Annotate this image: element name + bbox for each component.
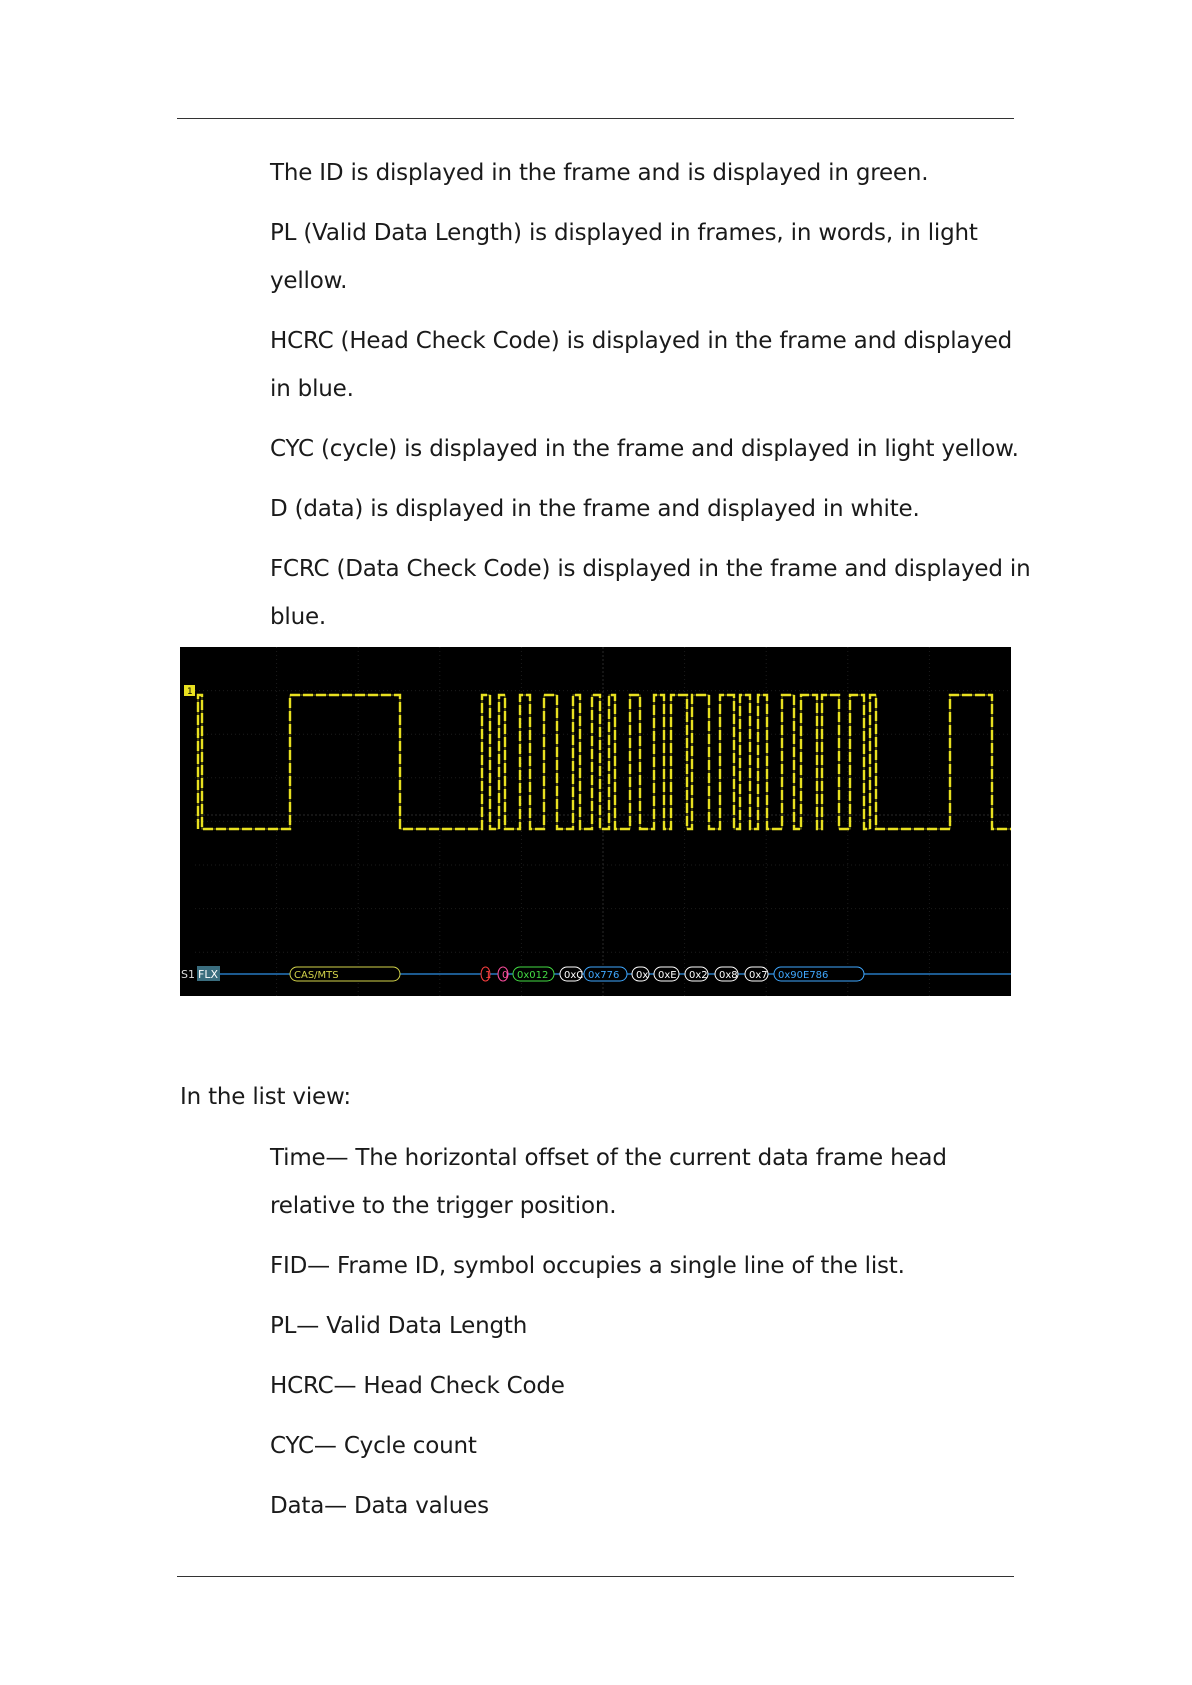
desc-cyc: CYC (cycle) is displayed in the frame and displayed in light yellow.: [270, 436, 1019, 462]
decode-segment-label: 1: [485, 970, 492, 981]
desc-hcrc-line2: in blue.: [270, 376, 354, 402]
list-view-heading: In the list view:: [180, 1084, 351, 1110]
protocol-label: FLX: [198, 968, 218, 981]
decode-segment-label: 0xE: [658, 970, 677, 981]
desc-fcrc-line2: blue.: [270, 604, 327, 630]
decode-segment-label: 0x7: [749, 970, 768, 981]
desc-pl-line1: PL (Valid Data Length) is displayed in frames, in words, in light: [270, 220, 978, 246]
decode-segment-label: 0xC: [564, 970, 584, 981]
list-time-line2: relative to the trigger position.: [270, 1193, 617, 1219]
svg-text:1: 1: [187, 687, 193, 697]
list-fid: FID— Frame ID, symbol occupies a single line of the list.: [270, 1253, 905, 1279]
list-cyc: CYC— Cycle count: [270, 1433, 477, 1459]
decode-row: [290, 967, 864, 981]
list-time-line1: Time— The horizontal offset of the current data frame head: [270, 1145, 947, 1171]
channel-marker: [184, 685, 195, 697]
decode-segment-label: 0x90E786: [778, 970, 829, 981]
decode-segment-label: 0: [502, 970, 509, 981]
oscilloscope-screenshot: [180, 647, 1011, 996]
decode-segment-label: 0x776: [588, 970, 620, 981]
decode-segment-label: CAS/MTS: [294, 970, 339, 981]
desc-id: The ID is displayed in the frame and is displayed in green.: [270, 160, 929, 186]
decode-segment-label: 0x2: [689, 970, 708, 981]
desc-hcrc-line1: HCRC (Head Check Code) is displayed in the frame and displayed: [270, 328, 1013, 354]
desc-fcrc-line1: FCRC (Data Check Code) is displayed in the frame and displayed in: [270, 556, 1031, 582]
header-rule: [177, 118, 1014, 119]
decode-segment-label: 0x012: [517, 970, 549, 981]
bus-label: S1: [181, 968, 195, 981]
decode-segment-label: 0x8: [719, 970, 738, 981]
desc-pl-line2: yellow.: [270, 268, 348, 294]
list-pl: PL— Valid Data Length: [270, 1313, 528, 1339]
footer-rule: [177, 1576, 1014, 1577]
decode-segment-label: 0x: [636, 970, 649, 981]
list-data: Data— Data values: [270, 1493, 489, 1519]
desc-data: D (data) is displayed in the frame and displayed in white.: [270, 496, 920, 522]
list-hcrc: HCRC— Head Check Code: [270, 1373, 565, 1399]
